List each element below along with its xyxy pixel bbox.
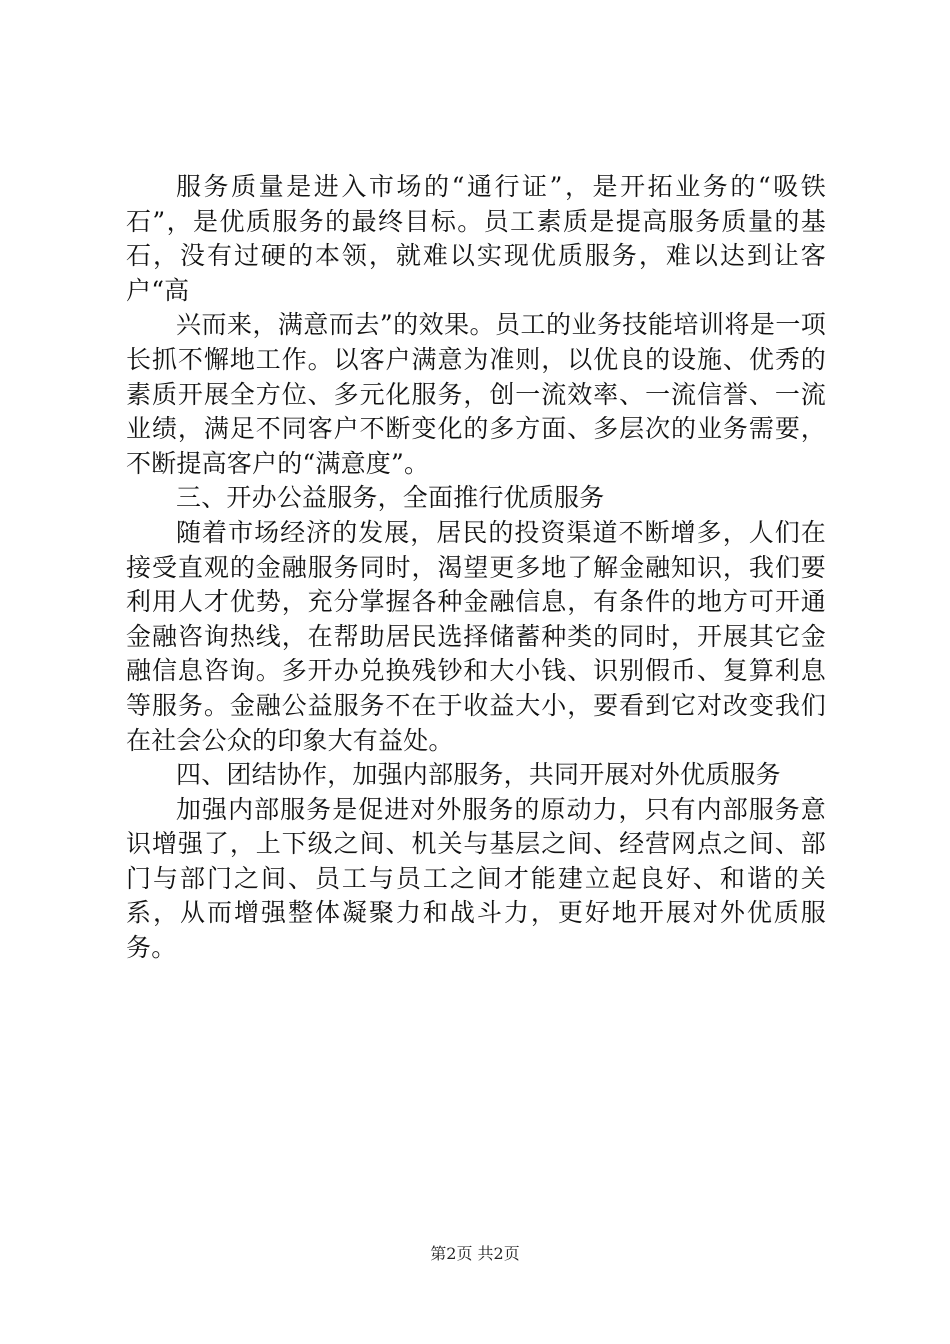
section-heading-public-service: 三、开办公益服务，全面推行优质服务 xyxy=(176,483,605,513)
page-footer: 第2页 共2页 xyxy=(430,1244,520,1263)
document-body xyxy=(126,170,826,966)
paragraph-internal-service: 加强内部服务是促进对外服务的原动力，只有内部服务意识增强了，上下级之间、机关与基层之间、经营网点之间、部门与部门之间、员工与员工之间才能建立起良好、和谐的关系，从而增强整体凝聚力和战斗力，更好地开展对外优质服务。 xyxy=(126,794,826,963)
paragraph-service-quality: 服务质量是进入市场的“通行证”，是开拓业务的“吸铁石”，是优质服务的最终目标。员工素质是提高服务质量的基石，没有过硬的本领，就难以实现优质服务，难以达到让客户“高 xyxy=(126,172,826,305)
paragraph-public-service: 随着市场经济的发展，居民的投资渠道不断增多，人们在接受直观的金融服务同时，渴望更多地了解金融知识，我们要利用人才优势，充分掌握各种金融信息，有条件的地方可开通金融咨询热线，在帮助居民选择储蓄种类的同时，开展其它金融信息咨询。多开办兑换残钞和大小钱、识别假币、复算利息等服务。金融公益服务不在于收益大小，要看到它对改变我们在社会公众的印象大有益处。 xyxy=(126,517,826,755)
paragraph-customer-satisfaction: 兴而来，满意而去”的效果。员工的业务技能培训将是一项长抓不懈地工作。以客户满意为准则，以优良的设施、优秀的素质开展全方位、多元化服务，创一流效率、一流信誉、一流业绩，满足不同客户不断变化的多方面、多层次的业务需要，不断提高客户的“满意度”。 xyxy=(126,310,826,478)
section-heading-teamwork: 四、团结协作，加强内部服务，共同开展对外优质服务 xyxy=(176,760,781,790)
